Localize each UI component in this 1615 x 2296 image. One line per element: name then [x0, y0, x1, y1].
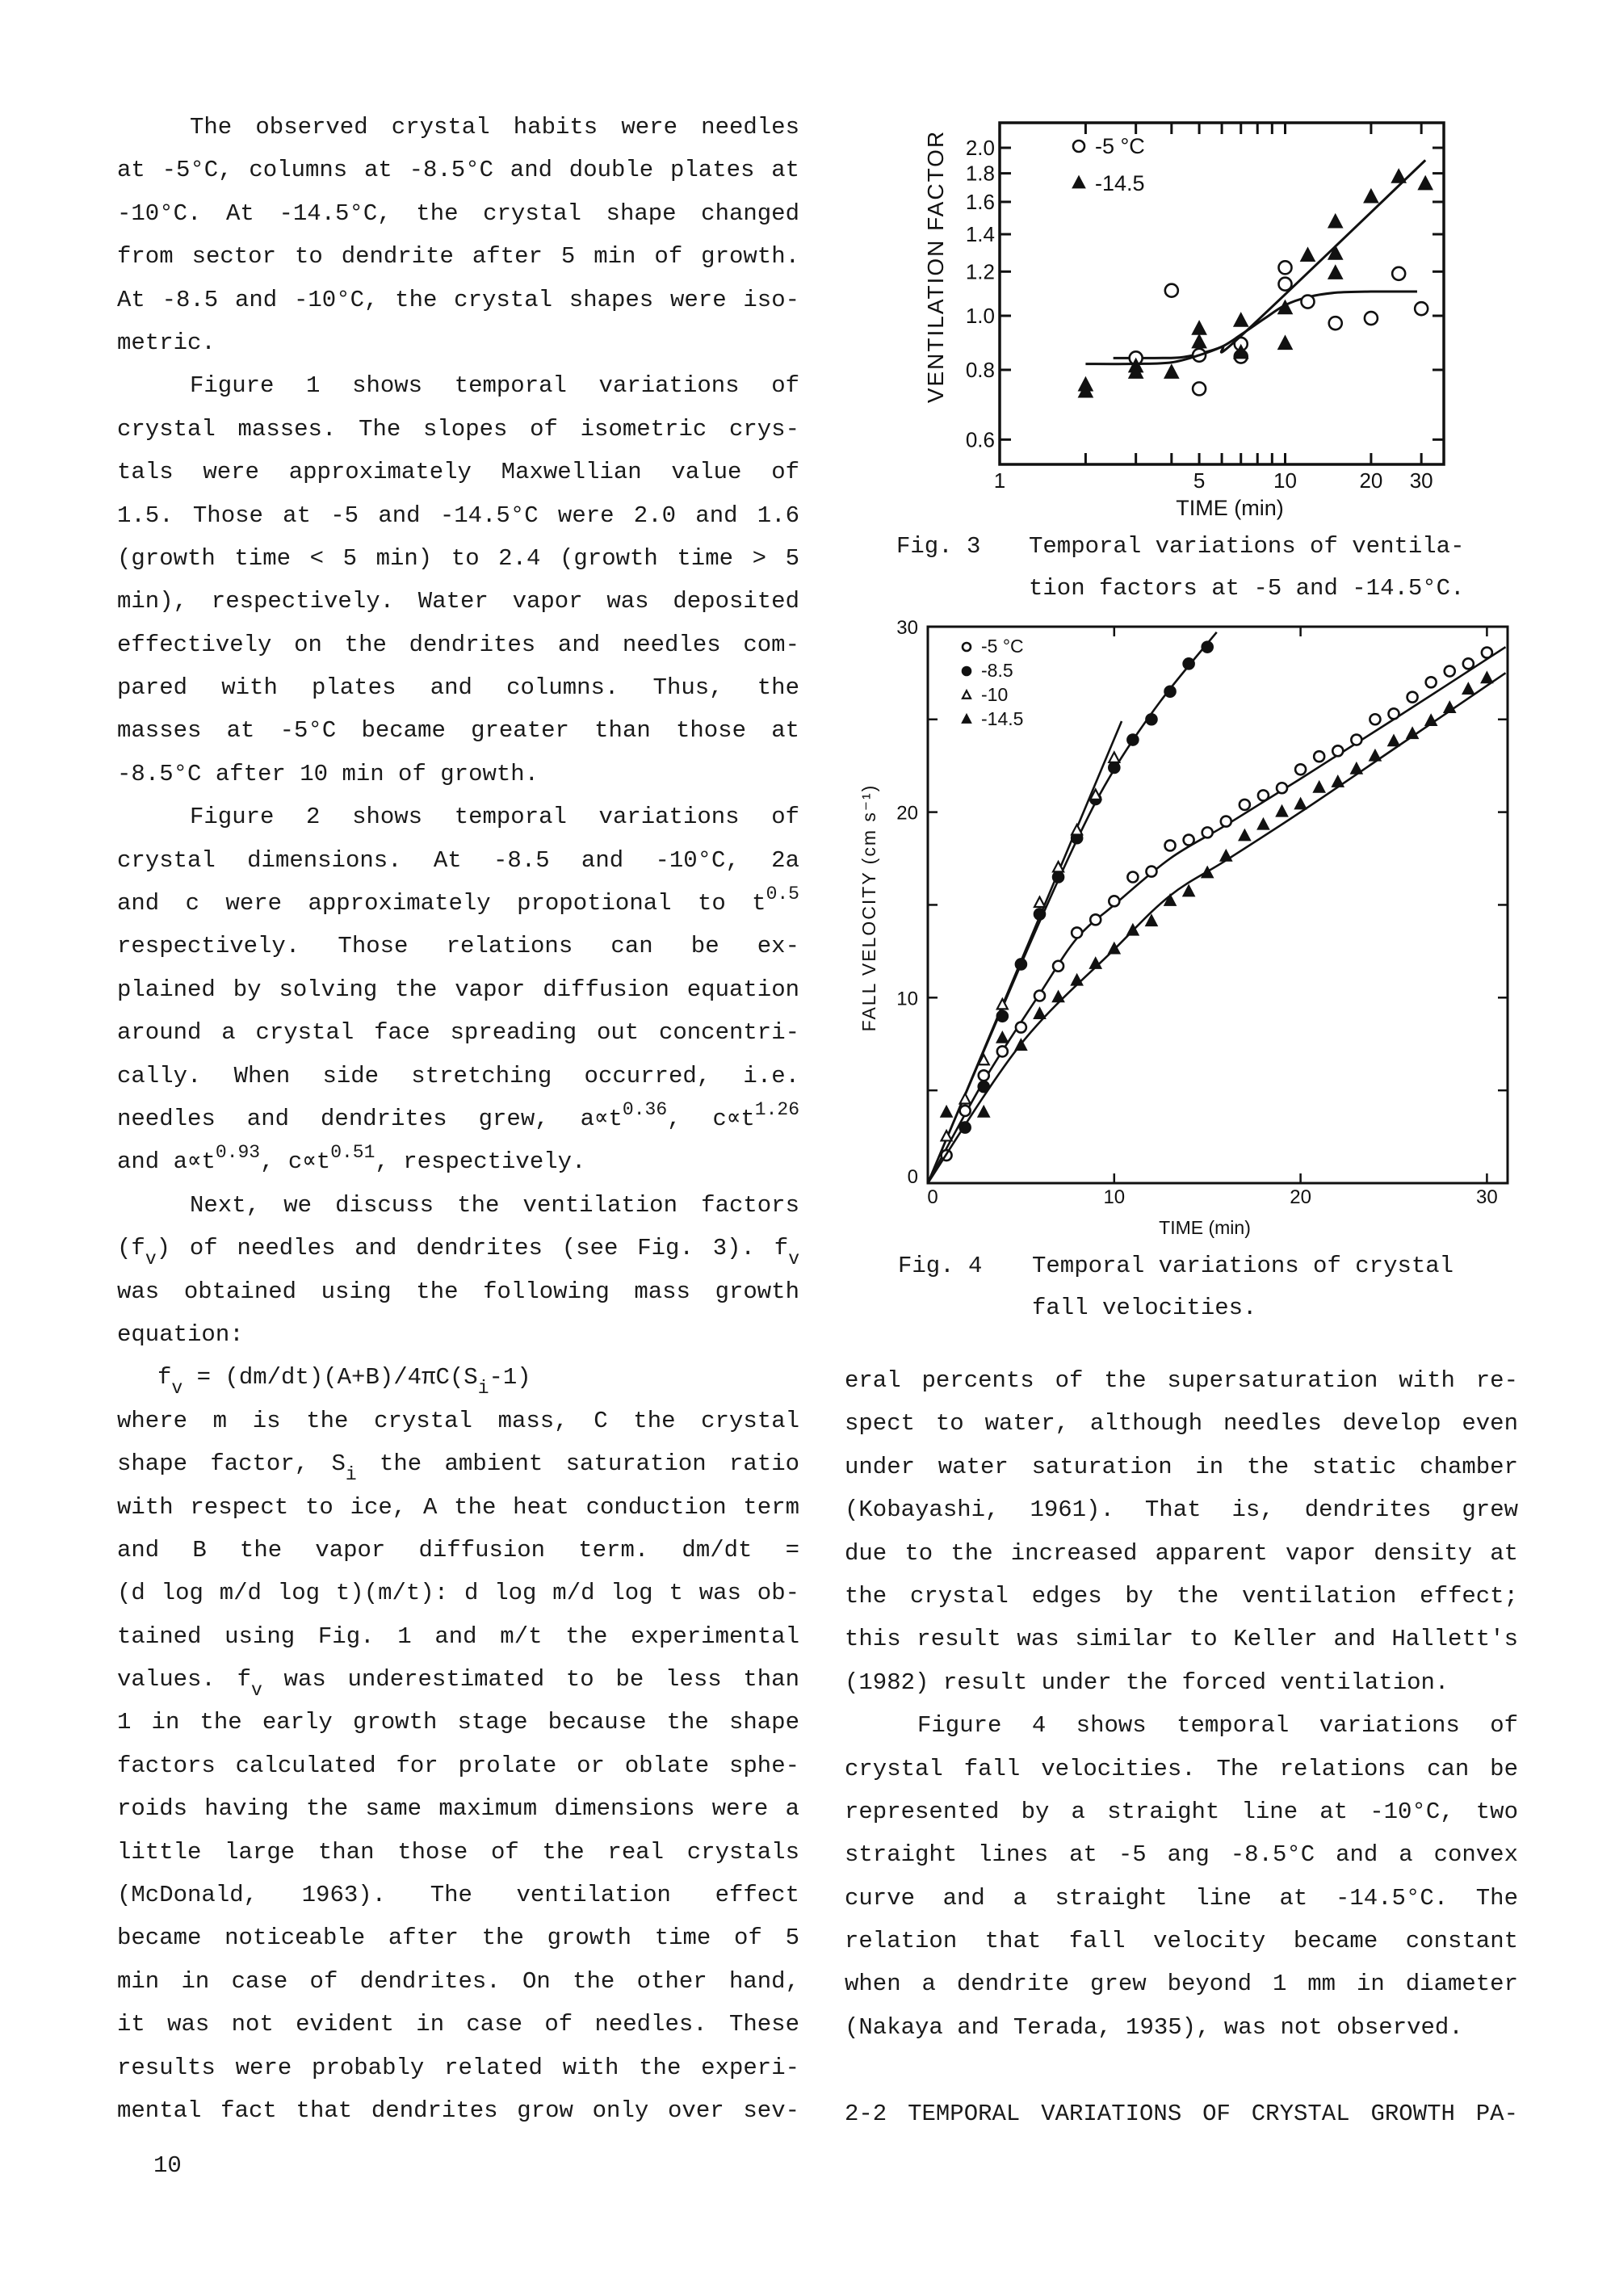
text-line: at -5°C, columns at -8.5°C and double plates at [117, 157, 799, 184]
y-tick-label: 0 [907, 1166, 918, 1188]
x-tick-label: 10 [1273, 468, 1297, 493]
section-heading: 2-2 TEMPORAL VARIATIONS OF CRYSTAL GROWTH PA- [845, 2101, 1518, 2127]
data-point [1329, 215, 1342, 227]
text-line [117, 1227, 799, 1270]
data-point [942, 1131, 952, 1140]
data-point [1445, 666, 1455, 677]
text-line [117, 1356, 799, 1399]
text-line: due to the increased apparent vapor density at [845, 1539, 1518, 1567]
x-tick-label: 20 [1359, 468, 1383, 493]
fig4-caption-line1: Temporal variations of crystal [1032, 1253, 1454, 1279]
text-line: where m is the crystal mass, C the crystal [117, 1407, 799, 1434]
data-point [1053, 992, 1063, 1001]
data-point [1301, 249, 1314, 261]
text-line: -8.5°C after 10 min of growth. [117, 760, 539, 787]
data-point [1365, 190, 1378, 202]
data-point [1392, 170, 1405, 182]
text-line: equation: [117, 1320, 244, 1348]
data-point [1090, 789, 1101, 799]
text-line: was obtained using the following mass growth [117, 1278, 799, 1305]
data-point [963, 715, 971, 723]
text-line: (McDonald, 1963). The ventilation effect [117, 1882, 799, 1909]
data-point [960, 1093, 971, 1103]
data-point [979, 1081, 989, 1092]
data-point [942, 1150, 952, 1161]
data-point [1072, 833, 1082, 843]
y-tick-label: 1.2 [965, 259, 995, 284]
x-tick-label: 5 [1193, 468, 1206, 493]
data-point [1073, 177, 1084, 187]
legend-label: -5 °C [1095, 134, 1145, 158]
text-line: eral percents of the supersaturation with re- [845, 1367, 1518, 1394]
data-point [1034, 1008, 1045, 1018]
text-line: when a dendrite grew beyond 1 mm in diameter [845, 1971, 1518, 1998]
data-point [1314, 751, 1324, 762]
y-tick-label: 1.0 [965, 304, 995, 329]
legend-label: -5 °C [981, 636, 1024, 657]
superscript: 1.26 [754, 1098, 800, 1120]
data-point [1332, 745, 1343, 756]
data-point [1146, 714, 1156, 724]
text-line: Figure 1 shows temporal variations of [190, 372, 799, 400]
y-tick-label: 1.6 [965, 189, 995, 214]
text-line: with respect to ice, A the heat conduction term [117, 1493, 799, 1521]
data-point [1034, 909, 1045, 919]
text-line: cally. When side stretching occurred, i.e. [117, 1062, 799, 1089]
data-point [1109, 943, 1119, 953]
data-point [1221, 850, 1231, 860]
text-line: min), respectively. Water vapor was deposited [117, 588, 799, 615]
data-point [1165, 686, 1176, 697]
data-point [997, 1011, 1008, 1022]
data-point [1090, 914, 1101, 925]
legend-label: -8.5 [981, 660, 1013, 681]
text-line: (d log m/d log t)(m/t): d log m/d log t was ob- [117, 1580, 799, 1607]
data-point [979, 1106, 989, 1116]
x-axis-label: TIME (min) [1176, 496, 1284, 520]
data-point [1258, 819, 1269, 829]
data-point [1279, 301, 1292, 313]
text-span: and c were approximately propotional to t [117, 890, 766, 917]
text-line: under water saturation in the static chamber [845, 1453, 1518, 1480]
superscript: 0.36 [622, 1098, 668, 1120]
data-point [1392, 267, 1405, 280]
y-tick-label: 10 [896, 988, 918, 1010]
data-point [1193, 382, 1206, 395]
subscript: i [477, 1378, 489, 1400]
text-line [117, 1442, 799, 1485]
data-point [1202, 642, 1213, 653]
x-tick-label: 30 [1409, 468, 1433, 493]
data-point [1221, 816, 1231, 827]
text-span: needles and dendrites grew, a∝t [117, 1105, 623, 1132]
data-point [1301, 296, 1314, 309]
y-axis-label: FALL VELOCITY (cm s⁻¹) [858, 783, 879, 1032]
data-point [1279, 337, 1292, 349]
text-line: little large than those of the real crystals [117, 1838, 799, 1866]
data-point [1202, 867, 1213, 877]
data-point [1016, 1040, 1026, 1050]
data-point [1165, 284, 1178, 297]
text-line: represented by a straight line at -10°C, two [845, 1798, 1518, 1825]
subscript: v [250, 1680, 262, 1702]
text-line: -10°C. At -14.5°C, the crystal shape changed [117, 199, 799, 227]
text-line: At -8.5 and -10°C, the crystal shapes were iso- [117, 286, 799, 313]
text-line [117, 1098, 799, 1140]
superscript: 0.93 [215, 1142, 261, 1164]
text-span: , respectively. [375, 1148, 586, 1176]
data-point [1090, 794, 1101, 804]
text-span: ) of needles and dendrites (see Fig. 3). f [156, 1235, 789, 1262]
data-point [960, 1106, 971, 1116]
text-span: f [157, 1364, 172, 1391]
data-point [1184, 886, 1194, 896]
fig3-caption-line2: tion factors at -5 and -14.5°C. [1029, 575, 1465, 602]
data-point [997, 1046, 1008, 1056]
text-line: roids having the same maximum dimensions were a [117, 1795, 799, 1823]
data-point [1193, 349, 1206, 362]
data-point [1072, 975, 1082, 984]
legend-label: -14.5 [1095, 171, 1145, 195]
text-line [117, 1658, 799, 1701]
fit-line [928, 632, 1217, 1183]
y-tick-label: 1.4 [965, 222, 995, 247]
data-point [963, 667, 971, 675]
data-point [1329, 267, 1342, 279]
text-line: curve and a straight line at -14.5°C. The [845, 1884, 1518, 1912]
data-point [1426, 716, 1437, 725]
text-line: plained by solving the vapor diffusion equation [117, 976, 799, 1003]
text-span: was underestimated to be less than [262, 1666, 799, 1694]
data-point [1463, 658, 1474, 669]
text-line: this result was similar to Keller and Hallett's [845, 1626, 1518, 1653]
data-point [1034, 991, 1045, 1001]
x-tick-label: 1 [993, 468, 1006, 493]
text-span: shape factor, S [117, 1450, 346, 1478]
data-point [1295, 799, 1306, 808]
data-point [1202, 827, 1213, 837]
fit-line [928, 721, 1122, 1183]
data-point [1332, 776, 1343, 786]
left-text-column [117, 106, 799, 2132]
data-point [1193, 321, 1206, 334]
data-point [979, 1055, 989, 1064]
text-line: crystal fall velocities. The relations can be [845, 1755, 1518, 1782]
data-point [1370, 750, 1380, 760]
data-point [1109, 762, 1119, 773]
data-point [1073, 141, 1084, 152]
data-point [1165, 840, 1176, 850]
text-line: factors calculated for prolate or oblate sphe- [117, 1752, 799, 1779]
data-point [1053, 862, 1063, 871]
plot-frame [928, 627, 1508, 1183]
text-span: -1) [489, 1364, 531, 1391]
data-point [1184, 835, 1194, 846]
x-tick-label: 0 [927, 1186, 938, 1208]
data-point [1407, 728, 1418, 738]
data-point [1146, 867, 1156, 877]
subscript: i [345, 1464, 357, 1486]
fit-line [1114, 292, 1417, 358]
text-line: it was not evident in case of needles. These [117, 2011, 799, 2038]
text-line: crystal masses. The slopes of isometric crys- [117, 415, 799, 443]
data-point [1127, 735, 1138, 745]
text-line: results were probably related with the experi- [117, 2054, 799, 2081]
data-point [1079, 378, 1092, 390]
text-line: (Nakaya and Terada, 1935), was not observed. [845, 2013, 1463, 2041]
data-point [1235, 338, 1248, 350]
y-tick-label: 1.8 [965, 161, 995, 186]
data-point [1240, 830, 1250, 840]
data-point [1482, 648, 1492, 658]
data-point [1235, 350, 1248, 363]
text-line: spect to water, although needles develop even [845, 1410, 1518, 1438]
data-point [1258, 790, 1269, 800]
data-point [1279, 261, 1292, 274]
data-point [963, 643, 971, 651]
data-point [1016, 959, 1026, 969]
text-line: pared with plates and columns. Thus, the [117, 674, 799, 702]
text-line: Figure 2 shows temporal variations of [190, 804, 799, 831]
text-line: around a crystal face spreading out concentri- [117, 1019, 799, 1047]
text-span: (f [117, 1235, 145, 1262]
data-point [997, 1032, 1008, 1042]
data-point [1389, 736, 1399, 745]
plot-frame [1000, 123, 1444, 464]
data-point [1407, 692, 1418, 703]
data-point [1053, 961, 1063, 972]
data-point [1079, 384, 1092, 397]
data-point [1034, 897, 1045, 907]
text-line: 1 in the early growth stage because the shape [117, 1709, 799, 1736]
fig3-chart [923, 123, 1444, 520]
text-span: and a∝t [117, 1148, 216, 1176]
text-line: tals were approximately Maxwellian value of [117, 459, 799, 486]
text-line: (1982) result under the forced ventilation. [845, 1668, 1449, 1696]
text-line: masses at -5°C became greater than those at [117, 717, 799, 745]
data-point [1165, 895, 1176, 905]
x-tick-label: 30 [1476, 1186, 1498, 1208]
text-span: , c∝t [667, 1105, 755, 1132]
data-point [1329, 246, 1342, 258]
y-axis-label: VENTILATION FACTOR [923, 129, 948, 404]
data-point [1240, 800, 1250, 810]
fig4-chart [858, 617, 1508, 1238]
data-point [1329, 317, 1342, 329]
data-point [1279, 278, 1292, 291]
legend-label: -14.5 [981, 708, 1024, 729]
data-point [960, 1123, 971, 1133]
text-line: metric. [117, 329, 216, 356]
text-line: min in case of dendrites. On the other hand, [117, 1967, 799, 1995]
data-point [1365, 312, 1378, 325]
text-line: the crystal edges by the ventilation effect; [845, 1582, 1518, 1610]
text-line: from sector to dendrite after 5 min of growth. [117, 243, 799, 271]
text-span: = (dm/dt)(A+B)/4πC(S [182, 1364, 478, 1391]
data-point [1127, 925, 1138, 934]
data-point [1165, 366, 1178, 378]
y-tick-label: 2.0 [965, 136, 995, 160]
fig3-caption-line1: Temporal variations of ventila- [1029, 533, 1465, 560]
subscript: v [788, 1249, 799, 1270]
text-line: (growth time < 5 min) to 2.4 (growth time > 5 [117, 544, 799, 572]
data-point [963, 690, 971, 699]
text-line: respectively. Those relations can be ex- [117, 933, 799, 960]
fig3-caption-label: Fig. 3 [896, 533, 981, 560]
data-point [1130, 359, 1143, 371]
text-line: effectively on the dendrites and needles com- [117, 631, 799, 658]
fit-line [1085, 160, 1425, 363]
data-point [1109, 896, 1119, 906]
x-axis-label: TIME (min) [1159, 1217, 1251, 1238]
page-number: 10 [153, 2152, 182, 2179]
text-line: Next, we discuss the ventilation factors [190, 1191, 799, 1219]
data-point [1419, 177, 1432, 189]
y-tick-label: 30 [896, 616, 918, 639]
text-line: became noticeable after the growth time of 5 [117, 1925, 799, 1952]
fig4-caption-line2: fall velocities. [1032, 1295, 1257, 1321]
fit-line [928, 673, 1505, 1183]
data-point [1072, 825, 1082, 834]
data-point [1482, 673, 1492, 682]
text-span: , c∝t [260, 1148, 331, 1176]
text-span: values. f [117, 1666, 251, 1694]
text-span: the ambient saturation ratio [356, 1450, 800, 1478]
fit-line [928, 647, 1505, 1183]
data-point [1146, 916, 1156, 926]
subscript: v [145, 1249, 157, 1270]
data-point [1295, 764, 1306, 774]
right-text-column [845, 1359, 1518, 2049]
x-tick-label: 20 [1290, 1186, 1311, 1208]
text-line [117, 882, 799, 925]
text-line: crystal dimensions. At -8.5 and -10°C, 2a [117, 846, 799, 874]
data-point [1277, 806, 1287, 816]
data-point [1184, 658, 1194, 669]
data-point [942, 1106, 952, 1116]
text-line: tained using Fig. 1 and m/t the experimental [117, 1622, 799, 1650]
y-tick-label: 0.6 [965, 427, 995, 452]
data-point [1370, 714, 1380, 724]
text-line: mental fact that dendrites grow only over sev- [117, 2097, 799, 2124]
data-point [1072, 927, 1082, 938]
superscript: 0.5 [766, 884, 799, 905]
subscript: v [171, 1378, 183, 1400]
data-point [1426, 677, 1437, 687]
data-point [1090, 958, 1101, 968]
data-point [1130, 351, 1143, 364]
data-point [1314, 782, 1324, 791]
data-point [1109, 753, 1119, 762]
data-point [1351, 735, 1361, 745]
data-point [1277, 783, 1287, 793]
text-line: Figure 4 shows temporal variations of [917, 1712, 1518, 1740]
text-line: and B the vapor diffusion term. dm/dt = [117, 1536, 799, 1564]
data-point [1415, 302, 1428, 315]
data-point [1351, 763, 1361, 773]
text-line: (Kobayashi, 1961). That is, dendrites grew [845, 1496, 1518, 1524]
y-tick-label: 0.8 [965, 357, 995, 382]
data-point [979, 1070, 989, 1081]
data-point [1463, 684, 1474, 694]
text-line: relation that fall velocity became constant [845, 1928, 1518, 1955]
data-point [1130, 366, 1143, 378]
data-point [1389, 708, 1399, 719]
data-point [1235, 346, 1248, 358]
data-point [1016, 1022, 1026, 1033]
data-point [1193, 335, 1206, 347]
fig4-caption-label: Fig. 4 [898, 1253, 983, 1279]
data-point [997, 999, 1008, 1009]
text-line: The observed crystal habits were needles [190, 114, 799, 141]
legend-label: -10 [981, 684, 1009, 705]
data-point [1445, 702, 1455, 711]
data-point [1127, 871, 1138, 882]
data-point [1053, 871, 1063, 882]
text-line: straight lines at -5 ang -8.5°C and a convex [845, 1841, 1518, 1869]
text-line [117, 1140, 799, 1183]
superscript: 0.51 [330, 1142, 375, 1164]
text-line: 1.5. Those at -5 and -14.5°C were 2.0 and 1.6 [117, 502, 799, 529]
y-tick-label: 20 [896, 802, 918, 825]
x-tick-label: 10 [1103, 1186, 1126, 1208]
data-point [1235, 313, 1248, 325]
